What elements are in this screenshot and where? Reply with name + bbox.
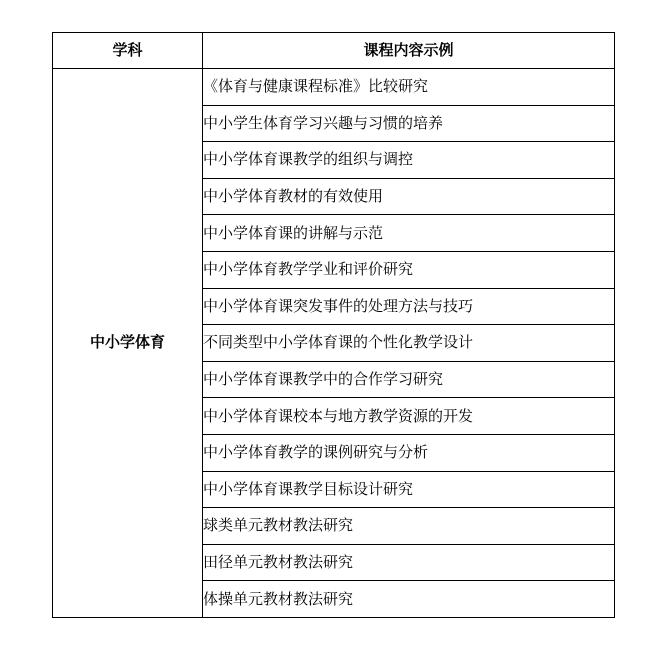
course-item: 中小学体育教学的课例研究与分析: [203, 434, 615, 471]
header-course-content: 课程内容示例: [203, 33, 615, 69]
course-item: 中小学生体育学习兴趣与习惯的培养: [203, 105, 615, 142]
course-item: 田径单元教材教法研究: [203, 544, 615, 581]
course-item: 中小学体育课的讲解与示范: [203, 215, 615, 252]
course-item: 中小学体育课教学的组织与调控: [203, 142, 615, 179]
course-item: 中小学体育教学学业和评价研究: [203, 251, 615, 288]
course-item: 中小学体育课校本与地方教学资源的开发: [203, 398, 615, 435]
course-item: 中小学体育课教学目标设计研究: [203, 471, 615, 508]
table-row: [53, 69, 615, 106]
course-content-table: [52, 32, 615, 618]
table-header-row: [53, 33, 615, 69]
course-item: 中小学体育课教学中的合作学习研究: [203, 361, 615, 398]
course-item: 体操单元教材教法研究: [203, 581, 615, 618]
course-item: 不同类型中小学体育课的个性化教学设计: [203, 325, 615, 362]
header-subject: 学科: [53, 33, 203, 69]
course-item: 《体育与健康课程标准》比较研究: [203, 69, 615, 106]
course-item: 中小学体育教材的有效使用: [203, 178, 615, 215]
course-item: 球类单元教材教法研究: [203, 508, 615, 545]
course-item: 中小学体育课突发事件的处理方法与技巧: [203, 288, 615, 325]
subject-cell: 中小学体育: [53, 69, 203, 618]
